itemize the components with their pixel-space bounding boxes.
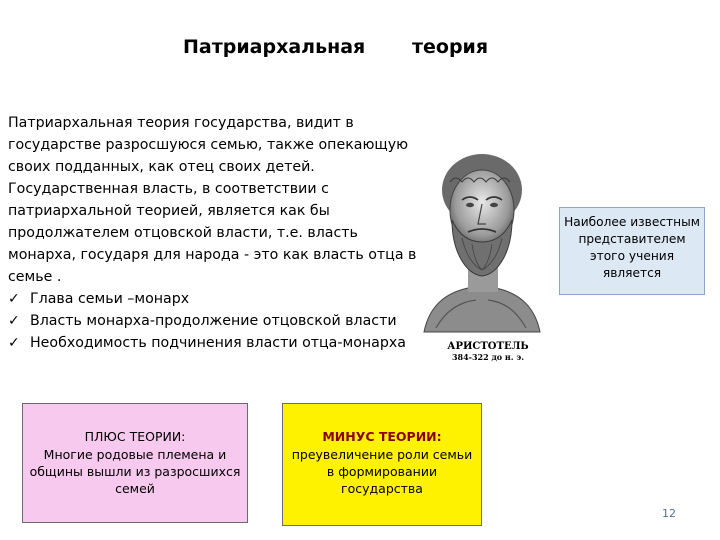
portrait-caption-dates: 384-322 до н. э. xyxy=(451,352,525,362)
bullet-item xyxy=(8,310,420,332)
body-line: монарха, государя для народа - это как власть отца в xyxy=(8,247,417,263)
bullet-text: Необходимость подчинения власти отца-монарха xyxy=(30,335,406,351)
callout-line: представителем xyxy=(578,232,686,246)
body-line: своих подданных, как отец своих детей. xyxy=(8,159,315,175)
check-icon: ✓ xyxy=(8,313,20,329)
body-line: Государственная власть, в соответствии с xyxy=(8,181,329,197)
con-line: преувеличение роли семьи xyxy=(291,447,473,462)
con-heading: МИНУС ТЕОРИИ: xyxy=(322,429,442,444)
bullet-item xyxy=(8,288,420,310)
body-line: патриархальной теорией, является как бы xyxy=(8,203,330,219)
pro-theory-box xyxy=(22,403,248,523)
aristotle-bust-image xyxy=(416,142,546,364)
callout-line: этого учения xyxy=(589,249,675,263)
callout-line: является xyxy=(602,266,662,280)
bullet-text: Власть монарха-продолжение отцовской власти xyxy=(30,313,397,329)
representative-callout xyxy=(559,207,705,295)
portrait-caption-name: АРИСТОТЕЛЬ xyxy=(447,341,529,352)
bullet-item xyxy=(8,332,420,354)
pro-heading: ПЛЮС ТЕОРИИ: xyxy=(84,429,186,444)
con-line: государства xyxy=(341,481,423,496)
check-icon: ✓ xyxy=(8,335,20,351)
body-text xyxy=(8,112,420,354)
body-line: продолжателем отцовской власти, т.е. власть xyxy=(8,225,358,241)
body-line: государстве разросшуюся семью, также опекающую xyxy=(8,137,409,153)
con-line: в формировании xyxy=(326,464,438,479)
title-word-1: Патриархальная xyxy=(183,36,366,58)
con-theory-box xyxy=(282,403,482,526)
pro-line: общины вышли из разросшихся xyxy=(29,464,241,479)
pro-line: Многие родовые племена и xyxy=(43,447,227,462)
pro-line: семей xyxy=(115,481,155,496)
slide-title xyxy=(0,36,720,62)
bullet-text: Глава семьи –монарх xyxy=(30,291,190,307)
body-line: Патриархальная теория государства, видит в xyxy=(8,115,354,131)
body-line: семье . xyxy=(8,269,62,285)
page-number: 12 xyxy=(662,507,676,520)
check-icon: ✓ xyxy=(8,291,20,307)
title-word-2: теория xyxy=(412,36,489,58)
callout-line: Наиболее известным xyxy=(564,215,700,229)
